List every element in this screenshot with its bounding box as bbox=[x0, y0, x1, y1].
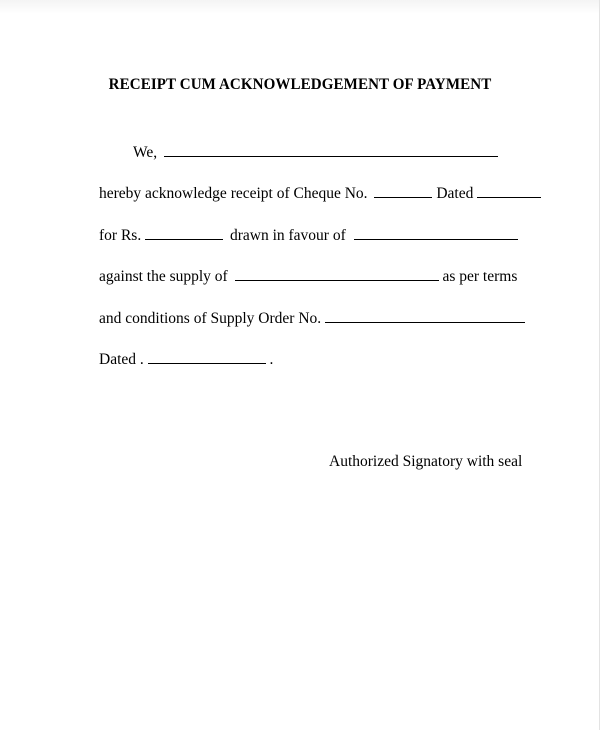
cheque-label: hereby acknowledge receipt of Cheque No. bbox=[99, 185, 368, 202]
amount-blank bbox=[145, 224, 223, 240]
document-title: RECEIPT CUM ACKNOWLEDGEMENT OF PAYMENT bbox=[108, 76, 492, 93]
favour-label: drawn in favour of bbox=[229, 227, 346, 244]
payee-blank bbox=[354, 224, 518, 240]
dated-label: Dated . bbox=[99, 351, 144, 368]
cheque-number-blank bbox=[374, 182, 432, 198]
we-label: We, bbox=[133, 144, 158, 161]
order-number-blank bbox=[325, 307, 525, 323]
signatory-label: Authorized Signatory with seal bbox=[329, 453, 523, 470]
cheque-date-blank bbox=[477, 182, 541, 198]
dated-end: . bbox=[269, 351, 274, 368]
supply-line bbox=[99, 265, 517, 287]
supply-label: against the supply of bbox=[99, 268, 228, 285]
cheque-dated-label: Dated bbox=[436, 185, 474, 202]
terms-label: as per terms bbox=[442, 268, 518, 285]
date-blank bbox=[148, 348, 266, 364]
amount-line bbox=[99, 224, 518, 246]
supply-item-blank bbox=[235, 265, 439, 281]
order-label: and conditions of Supply Order No. bbox=[99, 310, 322, 327]
cheque-line bbox=[99, 182, 541, 204]
we-line bbox=[133, 141, 498, 163]
dated-line bbox=[99, 348, 273, 370]
recipient-name-blank bbox=[164, 141, 498, 157]
order-line bbox=[99, 307, 525, 329]
amount-label: for Rs. bbox=[99, 227, 142, 244]
